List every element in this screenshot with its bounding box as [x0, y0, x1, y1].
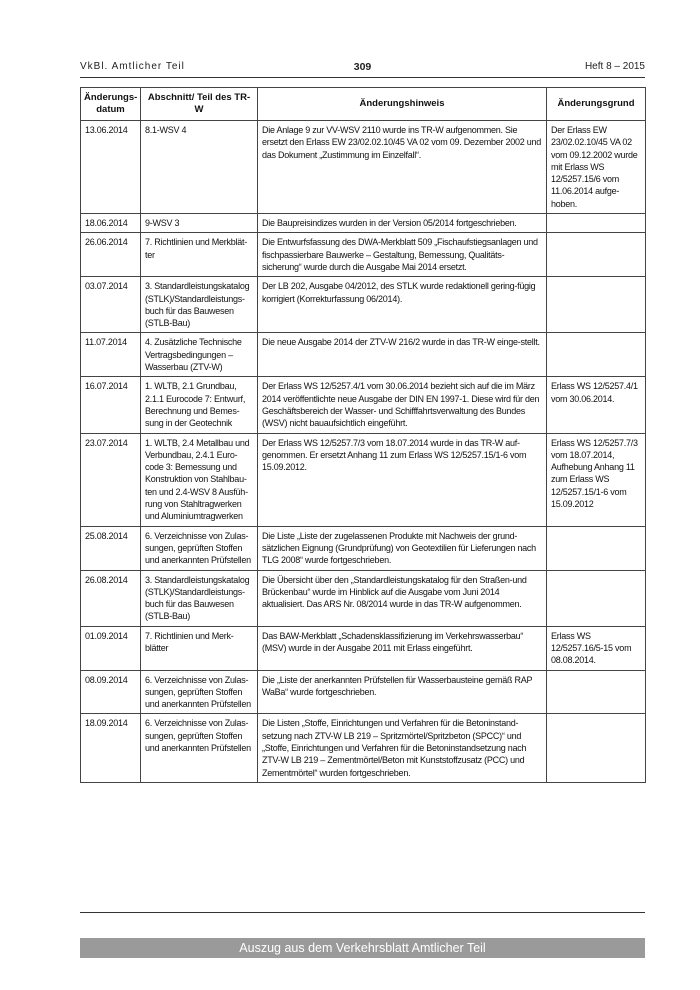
- header-date: Änderungs- datum: [81, 88, 141, 121]
- header-reason: Änderungsgrund: [547, 88, 646, 121]
- issue-label: Heft 8 – 2015: [584, 61, 645, 72]
- reason-cell: Der Erlass EW 23/02.02.10/45 VA 02 vom 09.12.2002 wurde mit Erlass WS 12/5257.15/6 vom 11.06.2014 aufge-hoben.: [547, 121, 646, 214]
- reason-cell: [547, 333, 646, 377]
- table-row: [81, 626, 646, 670]
- note-cell: Der LB 202, Ausgabe 04/2012, des STLK wurde redaktionell gering-fügig korrigiert (Korrekturfassung 06/2014).: [258, 277, 547, 333]
- note-cell: Die Listen „Stoffe, Einrichtungen und Verfahren für die Betoninstand-setzung nach ZTV-W LB 219 – Spritzmörtel/Spritzbeton (SPCC)“ und „Stoffe, Einrichtungen und Verfahren für die Betoninstandsetzung nach ZTV-W LB 219 – Zementmörtel/Beton mit Kunststoffzusatz (PCC) und Zementmörtel“ wurden fortgeschrieben.: [258, 714, 547, 782]
- note-cell: Die Übersicht über den „Standardleistungskatalog für den Straßen-und Brückenbau“ wurde im Hinblick auf die Ausgabe vom Juni 2014 aktualisiert. Das ARS Nr. 08/2014 wurde in das TR-W aufgenommen.: [258, 570, 547, 626]
- note-cell: Die neue Ausgabe 2014 der ZTV-W 216/2 wurde in das TR-W einge-stellt.: [258, 333, 547, 377]
- note-cell: Der Erlass WS 12/5257.4/1 vom 30.06.2014 bezieht sich auf die im März 2014 veröffentlichte neue Ausgabe der DIN EN 1997-1. Diese wird für den Geschäftsbereich der Wasser- und Schifffahrtsverwaltung des Bundes (WSV) nicht bauaufsichtlich eingeführt.: [258, 377, 547, 433]
- header-rule: [80, 77, 645, 78]
- date-cell: 08.09.2014: [81, 670, 141, 714]
- date-cell: 11.07.2014: [81, 333, 141, 377]
- table-row: [81, 526, 646, 570]
- footer-rule: [80, 912, 645, 913]
- note-cell: Die Anlage 9 zur VV-WSV 2110 wurde ins TR-W aufgenommen. Sie ersetzt den Erlass EW 23/02.02.10/45 VA 02 vom 09. Dezember 2002 und das Dokument „Zustimmung im Einzelfall“.: [258, 121, 547, 214]
- note-cell: Die Baupreisindizes wurden in der Version 05/2014 fortgeschrieben.: [258, 214, 547, 233]
- section-cell: 1. WLTB, 2.1 Grundbau, 2.1.1 Eurocode 7: Entwurf, Berechnung und Bemes-sung in der Geotechnik: [141, 377, 258, 433]
- date-cell: 26.06.2014: [81, 233, 141, 277]
- reason-cell: Erlass WS 12/5257.7/3 vom 18.07.2014, Aufhebung Anhang 11 zum Erlass WS 12/5257.15/1-6 vom 15.09.2012: [547, 433, 646, 526]
- date-cell: 25.08.2014: [81, 526, 141, 570]
- section-cell: 4. Zusätzliche Technische Vertragsbedingungen – Wasserbau (ZTV-W): [141, 333, 258, 377]
- table-row: [81, 714, 646, 782]
- section-cell: 7. Richtlinien und Merkblät-ter: [141, 233, 258, 277]
- section-cell: 6. Verzeichnisse von Zulas-sungen, geprüften Stoffen und anerkannten Prüfstellen: [141, 526, 258, 570]
- section-cell: 3. Standardleistungskatalog (STLK)/Standardleistungs-buch für das Bauwesen (STLB-Bau): [141, 570, 258, 626]
- changes-table: [80, 87, 646, 783]
- reason-cell: [547, 277, 646, 333]
- page-number: 309: [353, 61, 372, 73]
- date-cell: 18.06.2014: [81, 214, 141, 233]
- table-row: [81, 670, 646, 714]
- note-cell: Die „Liste der anerkannten Prüfstellen für Wasserbausteine gemäß RAP WaBa“ wurde fortgeschrieben.: [258, 670, 547, 714]
- journal-section: VkBl. Amtlicher Teil: [80, 61, 185, 72]
- note-cell: Die Entwurfsfassung des DWA-Merkblatt 509 „Fischaufstiegsanlagen und fischpassierbare Bauwerke – Gestaltung, Bemessung, Qualitäts-sicherung“ wurde durch die Ausgabe Mai 2014 ersetzt.: [258, 233, 547, 277]
- table-header-row: [81, 88, 646, 121]
- table-row: [81, 333, 646, 377]
- section-cell: 9-WSV 3: [141, 214, 258, 233]
- table-row: [81, 121, 646, 214]
- date-cell: 26.08.2014: [81, 570, 141, 626]
- section-cell: 7. Richtlinien und Merk-blätter: [141, 626, 258, 670]
- date-cell: 01.09.2014: [81, 626, 141, 670]
- section-cell: 6. Verzeichnisse von Zulas-sungen, geprüften Stoffen und anerkannten Prüfstellen: [141, 714, 258, 782]
- reason-cell: [547, 670, 646, 714]
- note-cell: Das BAW-Merkblatt „Schadensklassifizierung im Verkehrswasserbau“ (MSV) wurde in der Ausgabe 2011 mit Erlass eingeführt.: [258, 626, 547, 670]
- section-cell: 1. WLTB, 2.4 Metallbau und Verbundbau, 2.4.1 Euro-code 3: Bemessung und Konstruktion von Stahlbau-ten und 2.4-WSV 8 Ausfüh-rung von Stahltragwerken und Aluminiumtragwerken: [141, 433, 258, 526]
- table-row: [81, 233, 646, 277]
- reason-cell: [547, 526, 646, 570]
- reason-cell: [547, 214, 646, 233]
- section-cell: 3. Standardleistungskatalog (STLK)/Standardleistungs-buch für das Bauwesen (STLB-Bau): [141, 277, 258, 333]
- note-cell: Die Liste „Liste der zugelassenen Produkte mit Nachweis der grund-sätzlichen Eignung (Grundprüfung) von Geotextilien für Lieferungen nach TLG 2008“ wurde fortgeschrieben.: [258, 526, 547, 570]
- section-cell: 6. Verzeichnisse von Zulas-sungen, geprüften Stoffen und anerkannten Prüfstellen: [141, 670, 258, 714]
- date-cell: 23.07.2014: [81, 433, 141, 526]
- table-row: [81, 377, 646, 433]
- date-cell: 03.07.2014: [81, 277, 141, 333]
- table-row: [81, 277, 646, 333]
- section-cell: 8.1-WSV 4: [141, 121, 258, 214]
- footer-banner: Auszug aus dem Verkehrsblatt Amtlicher Teil: [80, 938, 645, 958]
- date-cell: 13.06.2014: [81, 121, 141, 214]
- table-row: [81, 570, 646, 626]
- date-cell: 18.09.2014: [81, 714, 141, 782]
- reason-cell: [547, 570, 646, 626]
- table-body: [81, 121, 646, 783]
- header-note: Änderungshinweis: [258, 88, 547, 121]
- reason-cell: [547, 233, 646, 277]
- reason-cell: Erlass WS 12/5257.4/1 vom 30.06.2014.: [547, 377, 646, 433]
- reason-cell: Erlass WS 12/5257.16/5-15 vom 08.08.2014.: [547, 626, 646, 670]
- reason-cell: [547, 714, 646, 782]
- table-row: [81, 433, 646, 526]
- page-header: [80, 61, 645, 77]
- header-section: Abschnitt/ Teil des TR-W: [141, 88, 258, 121]
- table-row: [81, 214, 646, 233]
- date-cell: 16.07.2014: [81, 377, 141, 433]
- note-cell: Der Erlass WS 12/5257.7/3 vom 18.07.2014 wurde in das TR-W auf-genommen. Er ersetzt Anhang 11 zum Erlass WS 12/5257.15/1-6 vom 15.09.2012.: [258, 433, 547, 526]
